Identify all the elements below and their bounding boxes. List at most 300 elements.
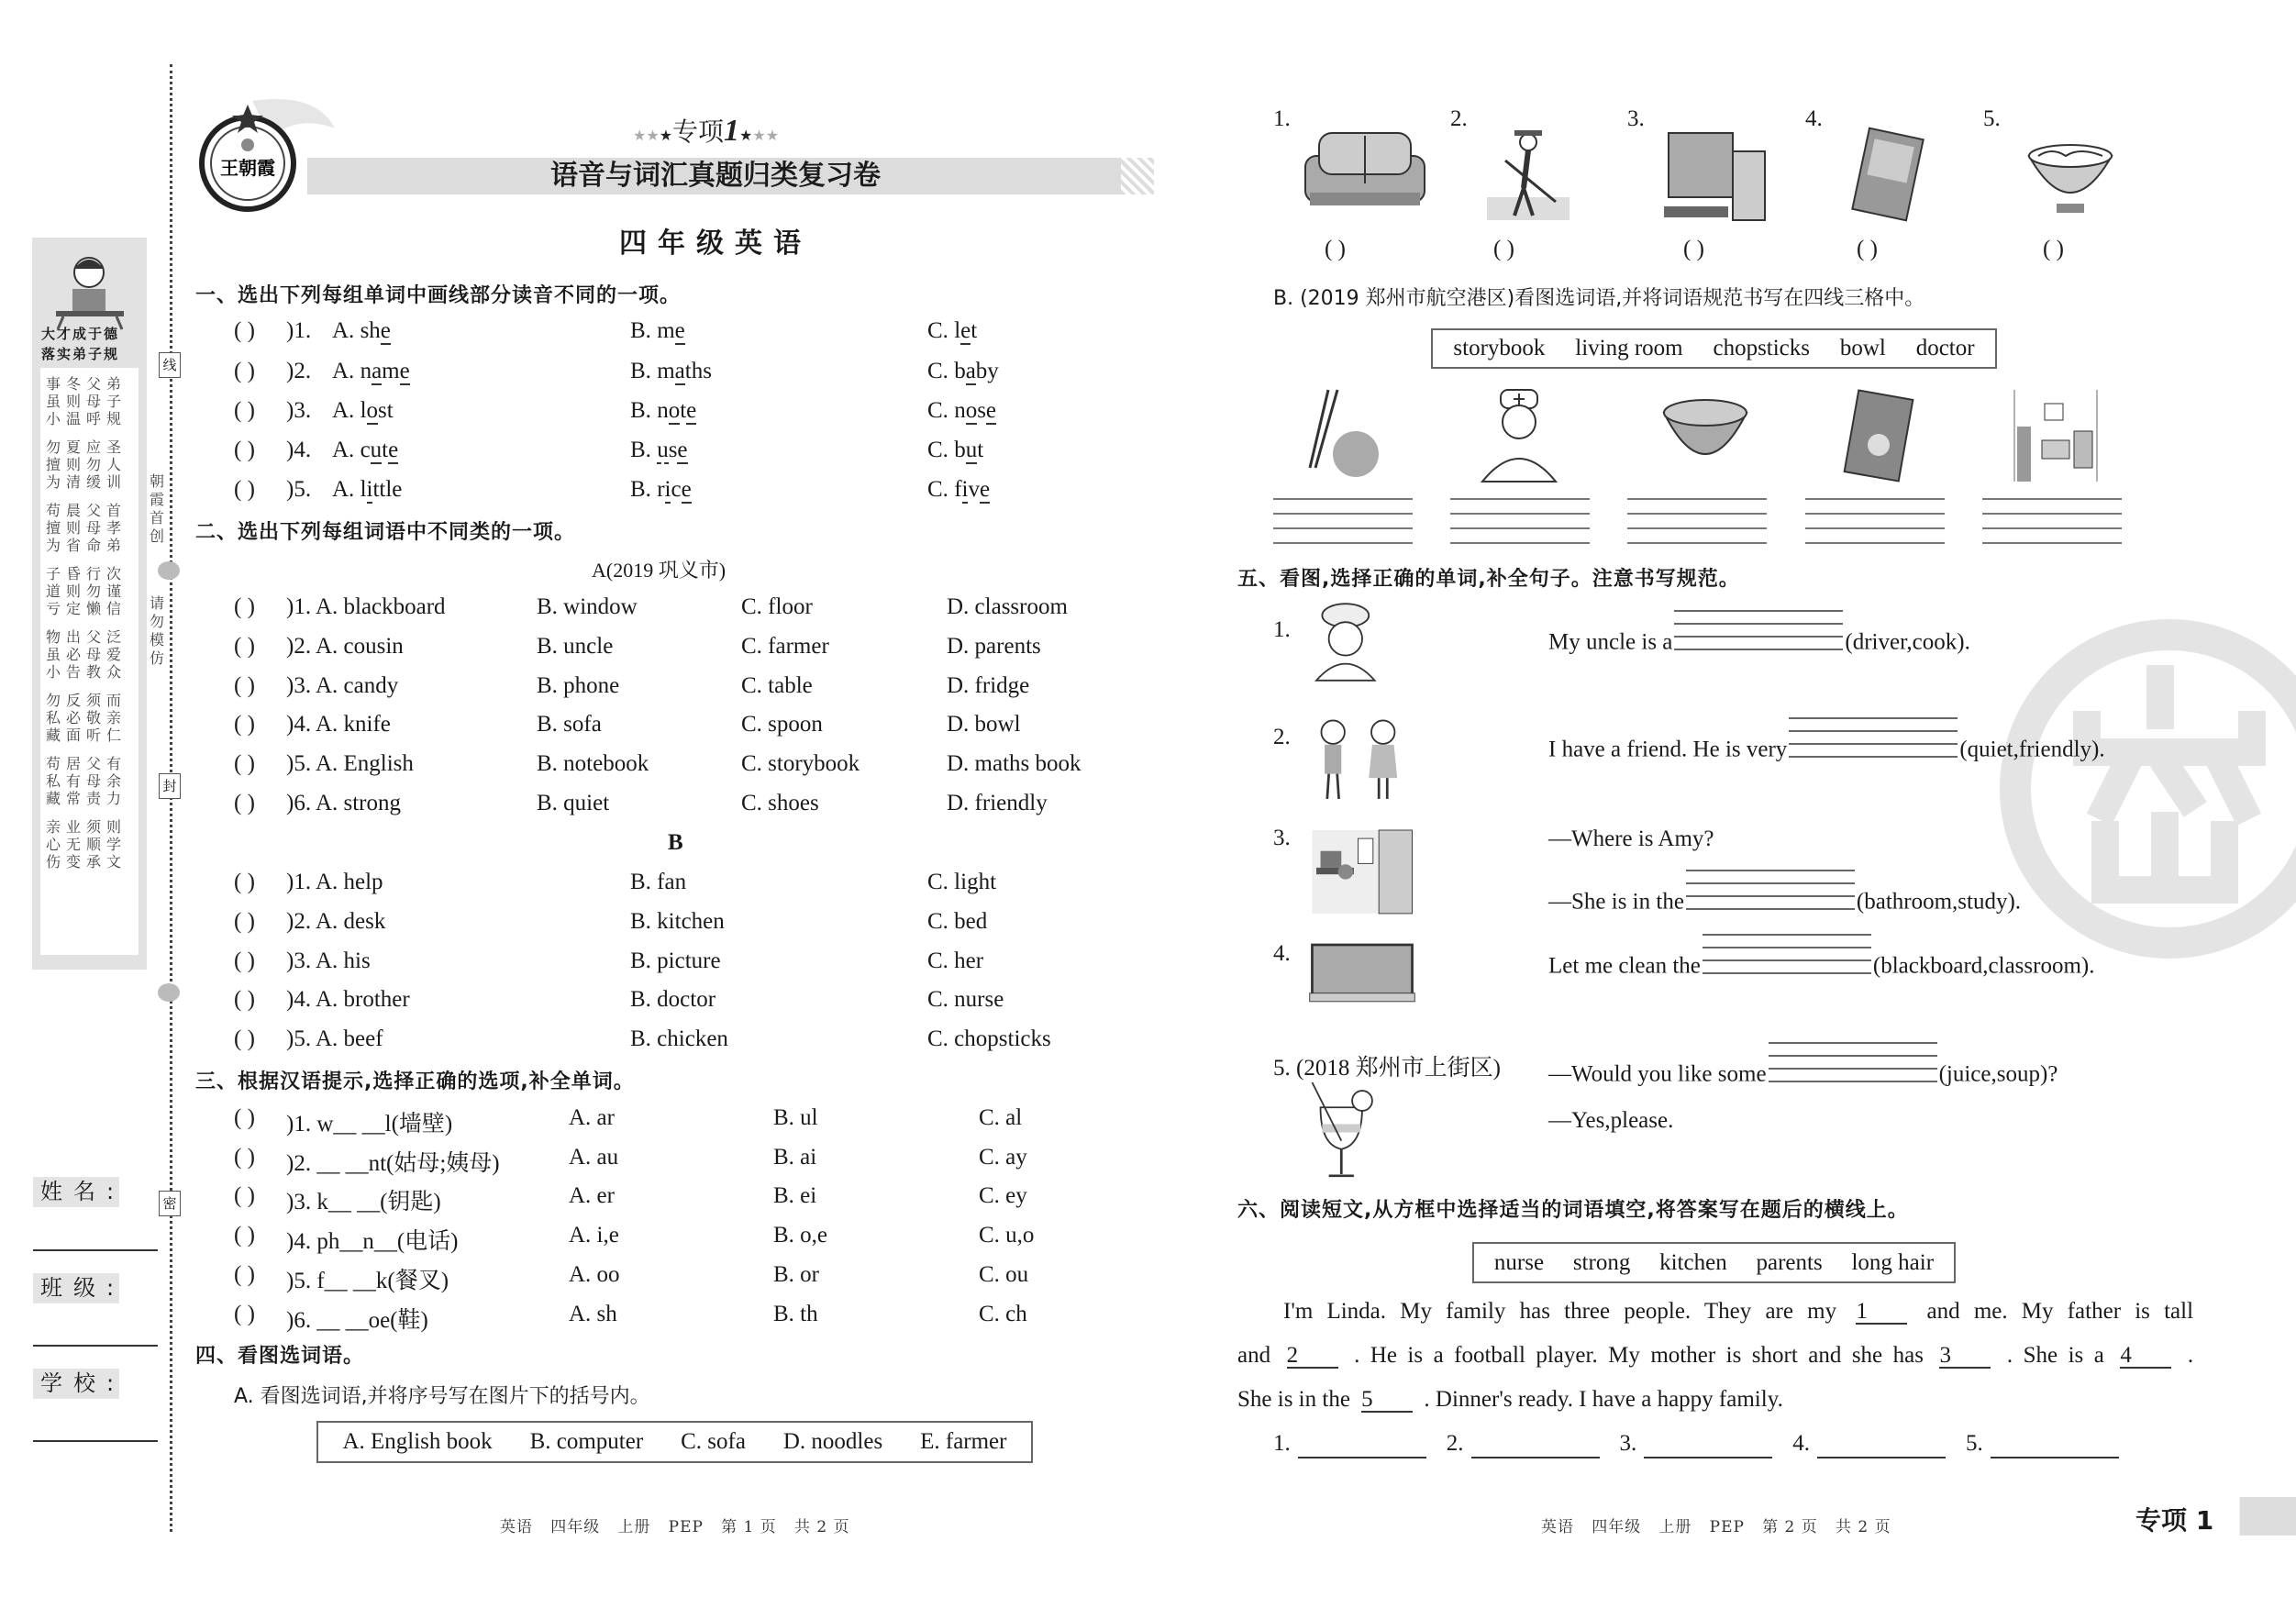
word-part: ttle — [372, 477, 403, 502]
answer-field[interactable] — [1471, 1431, 1600, 1458]
question-stem: )3. A. his — [286, 948, 371, 973]
poem-line: 擅则母孝 — [46, 519, 128, 537]
section6-answer-row — [1273, 1431, 2139, 1458]
question-number: 4. — [1273, 941, 1291, 966]
poem-line: 勿反须而 — [46, 692, 128, 709]
answer-paren[interactable]: ( ) — [234, 909, 255, 934]
star-icon: ★★ — [633, 127, 660, 144]
underlined-letters: e — [674, 318, 685, 343]
word-part: by — [975, 359, 999, 383]
option: B. th — [773, 1302, 818, 1326]
underlined-letters: a — [674, 359, 685, 383]
question-stem: )5. A. English — [286, 751, 414, 776]
sidebar-panel — [32, 238, 147, 970]
option-label: B. — [630, 359, 651, 383]
option: C. light — [927, 870, 997, 894]
option: B. or — [773, 1262, 819, 1287]
underlined-letters: e — [985, 398, 997, 423]
option — [630, 318, 685, 344]
picture-number: 4. — [1805, 106, 1823, 131]
underlined-letters: o — [668, 398, 681, 423]
option — [927, 438, 983, 463]
word-part: m — [657, 318, 675, 343]
poem-block — [46, 628, 139, 681]
juice-picture — [1307, 1082, 1417, 1174]
computer-picture — [1655, 128, 1783, 229]
word-part: n — [954, 398, 966, 423]
question-stem: )3. k__ __(钥匙) — [286, 1190, 441, 1214]
option-label: C. — [927, 438, 948, 462]
blank-number: 4 — [2120, 1345, 2171, 1369]
passage-text: . Dinner's ready. I have a happy family. — [1424, 1387, 1783, 1412]
word-part: l — [360, 398, 367, 423]
poem-line: 物出父泛 — [46, 628, 128, 646]
answer-field[interactable] — [1644, 1431, 1772, 1458]
poem-line: 为清缓训 — [46, 473, 128, 491]
option: B. phone — [537, 673, 620, 698]
answer-paren[interactable]: ( ) — [234, 477, 255, 502]
dizigui-poem — [40, 368, 139, 955]
section4-partB-instruction: B. (2019 郑州市航空港区)看图选词语,并将词语规范书写在四线三格中。 — [1273, 287, 1925, 310]
sentence-text: My uncle is a — [1548, 629, 1673, 655]
word-part: v — [968, 477, 980, 502]
series-text: 专项 — [672, 116, 725, 147]
passage-text: and me. My father is tall — [1926, 1299, 2194, 1324]
word-part: t — [680, 398, 687, 423]
poem-line: 亲业须则 — [46, 818, 128, 836]
poem-line: 藏面听仁 — [46, 726, 128, 744]
writing-lines-input[interactable] — [1789, 725, 1958, 778]
poem-line: 小告教众 — [46, 663, 128, 681]
answer-paren[interactable]: ( ) — [234, 1223, 255, 1248]
passage-line — [1237, 1343, 2193, 1369]
word-part: n — [657, 398, 669, 423]
noodles-picture — [2011, 128, 2139, 229]
option: A. ar — [569, 1105, 615, 1130]
underlined-letters: u — [657, 438, 669, 462]
answer-paren[interactable]: ( ) — [234, 712, 255, 737]
option: C. farmer — [741, 634, 829, 659]
underlined-letters: e — [960, 318, 971, 343]
passage-line — [1237, 1387, 2193, 1413]
option: D. parents — [947, 634, 1041, 659]
poem-line: 道则勿谨 — [46, 582, 128, 600]
section4-title: 四、看图选词语。 — [195, 1345, 365, 1368]
blank-number: 5 — [1361, 1389, 1413, 1413]
option: B. notebook — [537, 751, 649, 776]
blank-number: 1 — [1856, 1301, 1907, 1325]
question-stem: )2. A. desk — [286, 909, 386, 934]
word-part: c — [671, 477, 682, 502]
motto-line-2: 落实弟子规 — [41, 346, 120, 362]
option: B. doctor — [630, 987, 716, 1012]
answer-paren[interactable]: ( ) — [2043, 237, 2064, 261]
answer-paren[interactable]: ( ) — [234, 1262, 255, 1287]
word-option: chopsticks — [1713, 336, 1811, 360]
word-part: l — [360, 477, 367, 502]
four-line-writing-grid[interactable] — [1805, 498, 1945, 542]
poem-line: 私有母余 — [46, 772, 128, 790]
word-part: n — [360, 359, 372, 383]
section3-title: 三、根据汉语提示,选择正确的选项,补全单词。 — [195, 1070, 635, 1093]
passage-text: and — [1237, 1343, 1271, 1368]
picture-number: 5. — [1983, 106, 2001, 131]
watermark-seal-glyph — [2050, 670, 2289, 908]
option — [927, 398, 996, 424]
four-line-writing-grid[interactable] — [1450, 498, 1590, 542]
option: C. bed — [927, 909, 988, 934]
word-part: l — [954, 318, 961, 343]
answer-paren[interactable]: ( ) — [234, 398, 255, 423]
answer-paren[interactable]: ( ) — [234, 673, 255, 698]
sentence — [1548, 1107, 1673, 1135]
question-number: 1. — [1273, 617, 1291, 642]
farmer-picture — [1478, 128, 1606, 229]
blackboard-picture — [1307, 945, 1417, 1037]
poem-line: 虽必母爱 — [46, 646, 128, 663]
passage-line — [1283, 1299, 2193, 1325]
option: D. friendly — [947, 791, 1048, 815]
word-choices: (bathroom,study). — [1856, 889, 2022, 915]
answer-paren[interactable]: ( ) — [1325, 237, 1346, 261]
option — [927, 477, 990, 503]
option — [630, 438, 688, 463]
section6-title: 六、阅读短文,从方框中选择适当的词语填空,将答案写在题后的横线上。 — [1237, 1199, 1909, 1222]
doctor-picture — [1478, 390, 1588, 491]
writing-lines-input[interactable] — [1686, 877, 1855, 930]
answer-paren[interactable]: ( ) — [234, 359, 255, 383]
option: C. ey — [979, 1183, 1027, 1208]
question-stem: )4. A. brother — [286, 987, 410, 1012]
bowl-picture — [1655, 390, 1765, 491]
option: C. table — [741, 673, 813, 698]
answer-field[interactable] — [1817, 1431, 1946, 1458]
school-field[interactable] — [33, 1440, 158, 1442]
question-stem: )4. A. knife — [286, 712, 391, 737]
school-label: 学校: — [33, 1369, 119, 1399]
four-line-writing-grid[interactable] — [1273, 498, 1413, 542]
picture-number: 1. — [1273, 106, 1291, 131]
word-option: nurse — [1493, 1249, 1545, 1275]
storybook-picture — [1833, 390, 1943, 491]
four-line-writing-grid[interactable] — [1627, 498, 1767, 542]
answer-paren[interactable]: ( ) — [234, 1302, 255, 1326]
question-number: )1. — [286, 318, 312, 343]
answer-paren[interactable]: ( ) — [234, 1183, 255, 1208]
option — [630, 398, 696, 424]
option — [332, 318, 391, 344]
underlined-letters: a — [372, 359, 383, 383]
section6-word-box — [1472, 1242, 1956, 1283]
page2-footer: 英语 四年级 上册 PEP 第 2 页 共 2 页 — [1541, 1518, 1891, 1536]
poem-line: 子昏行次 — [46, 565, 128, 582]
binding-marker-mi: 密 — [159, 1191, 181, 1216]
picture-number: 3. — [1627, 106, 1645, 131]
poem-line: 私必敬亲 — [46, 709, 128, 726]
answer-paren[interactable]: ( ) — [234, 948, 255, 973]
option: C. chopsticks — [927, 1026, 1051, 1051]
english-book-picture — [1833, 128, 1961, 229]
answer-paren[interactable]: ( ) — [234, 318, 255, 343]
word-option: doctor — [1915, 336, 1975, 360]
word-option: D. noodles — [782, 1429, 883, 1454]
logo-text: 王朝霞 — [220, 157, 275, 179]
word-part: t — [382, 438, 389, 462]
sentence — [1548, 877, 2021, 930]
underlined-letters: e — [380, 318, 391, 343]
smiley-icon — [158, 983, 180, 1002]
answer-paren[interactable]: ( ) — [234, 1145, 255, 1170]
writing-lines-input[interactable] — [1674, 617, 1843, 671]
question-number: )5. — [286, 477, 312, 502]
underlined-letters: o — [965, 398, 978, 423]
option-label: A. — [332, 359, 355, 383]
underlined-letters: a — [965, 359, 976, 383]
section4-partB-word-box — [1431, 328, 1997, 369]
passage-text: . She is a — [2006, 1343, 2104, 1368]
option: B. kitchen — [630, 909, 725, 934]
word-choices: (juice,soup)? — [1938, 1061, 2058, 1087]
question-stem: )1. A. blackboard — [286, 594, 446, 619]
option — [927, 318, 977, 344]
underlined-letters: e — [681, 477, 692, 502]
sentence-text: —She is in the — [1548, 889, 1684, 915]
question-number: )3. — [286, 398, 312, 423]
sentence-text: —Would you like some — [1548, 1061, 1767, 1087]
poem-block — [46, 502, 139, 554]
passage-text: . He is a football player. My mother is short and she has — [1354, 1343, 1924, 1368]
option: B. picture — [630, 948, 721, 973]
page1-footer: 英语 四年级 上册 PEP 第 1 页 共 2 页 — [500, 1518, 850, 1536]
answer-paren[interactable]: ( ) — [234, 1105, 255, 1130]
option: B. chicken — [630, 1026, 728, 1051]
poem-block — [46, 692, 139, 744]
underlined-letters: i — [366, 477, 373, 502]
option: C. ou — [979, 1262, 1029, 1287]
poem-line: 勿夏应圣 — [46, 438, 128, 456]
question-number: )2. — [286, 359, 312, 383]
underlined-letters: e — [399, 359, 410, 383]
blank-number: 3 — [1939, 1345, 1991, 1369]
option — [630, 359, 712, 384]
underlined-letters: u — [965, 438, 978, 462]
sentence — [1548, 941, 2094, 994]
answer-paren[interactable]: ( ) — [234, 438, 255, 462]
sentence — [1548, 617, 1970, 671]
option-label: A. — [332, 318, 355, 343]
option: C. u,o — [979, 1223, 1035, 1248]
answer-paren[interactable]: ( ) — [234, 1026, 255, 1051]
question-stem: )3. A. candy — [286, 673, 399, 698]
poem-line: 苟晨父首 — [46, 502, 128, 519]
option: B. o,e — [773, 1223, 828, 1248]
poem-line: 心无顺学 — [46, 836, 128, 853]
answer-paren[interactable]: ( ) — [234, 791, 255, 815]
four-line-writing-grid[interactable] — [1982, 498, 2122, 542]
binding-side-text-1: 朝霞首创 — [150, 472, 165, 545]
passage-text: . — [2187, 1343, 2194, 1368]
word-option: kitchen — [1659, 1249, 1727, 1275]
word-choices: (driver,cook). — [1845, 629, 1970, 655]
question-number: 2. — [1273, 725, 1291, 749]
underlined-letters: e — [388, 438, 399, 462]
poem-line: 事冬父弟 — [46, 375, 128, 393]
sentence-text: —Where is Amy? — [1548, 826, 1714, 851]
word-option: strong — [1572, 1249, 1631, 1275]
question-stem: )1. w__ __l(墙壁) — [286, 1112, 453, 1137]
word-part: m — [382, 359, 400, 383]
sentence — [1548, 1049, 2058, 1103]
series-number: 1 — [724, 114, 740, 148]
underlined-letters: i — [961, 477, 969, 502]
word-part: st — [378, 398, 394, 423]
band-pattern — [1121, 158, 1154, 194]
option: C. ch — [979, 1302, 1027, 1326]
option: B. ai — [773, 1145, 817, 1170]
option: C. nurse — [927, 987, 1004, 1012]
question-stem: )6. A. strong — [286, 791, 401, 815]
writing-lines-input[interactable] — [1769, 1049, 1937, 1103]
answer-paren[interactable]: ( ) — [234, 987, 255, 1012]
poem-line: 小温呼规 — [46, 410, 128, 427]
section1-title: 一、选出下列每组单词中画线部分读音不同的一项。 — [195, 284, 682, 307]
poem-block — [46, 375, 139, 427]
option — [332, 359, 410, 384]
word-part: f — [954, 477, 962, 502]
poem-block — [46, 565, 139, 617]
option — [927, 359, 999, 384]
question-number: 5. (2018 郑州市上街区) — [1273, 1056, 1501, 1081]
option: B. quiet — [537, 791, 610, 815]
answer-paren[interactable]: ( ) — [234, 751, 255, 776]
star-icon: ★★ — [752, 127, 780, 144]
smiley-icon — [158, 561, 180, 580]
sentence-text: —Yes,please. — [1548, 1108, 1674, 1133]
answer-paren[interactable]: ( ) — [1493, 237, 1514, 261]
sentence — [1548, 725, 2105, 778]
option: B. sofa — [537, 712, 602, 737]
option-label: C. — [927, 359, 948, 383]
answer-number: 3. — [1619, 1431, 1637, 1456]
blank-number: 2 — [1287, 1345, 1338, 1369]
option-label: B. — [630, 398, 651, 423]
word-option: living room — [1575, 336, 1683, 360]
scholar-boy-icon — [32, 245, 147, 327]
star-icon: ★ — [739, 127, 753, 144]
word-part: c — [360, 438, 371, 462]
option-label: C. — [927, 477, 948, 502]
option: B. fan — [630, 870, 687, 894]
word-part: s — [668, 438, 678, 462]
passage-text: I'm Linda. My family has three people. They are my — [1283, 1299, 1837, 1324]
section4-partA-word-box — [316, 1421, 1033, 1463]
section2-partB-label: B — [668, 830, 683, 855]
option: C. her — [927, 948, 984, 973]
question-stem: )2. __ __nt(姑母;姨母) — [286, 1151, 500, 1176]
answer-field[interactable] — [1298, 1431, 1426, 1458]
word-part: s — [977, 398, 986, 423]
poem-block — [46, 438, 139, 491]
answer-paren[interactable]: ( ) — [234, 594, 255, 619]
question-number: 3. — [1273, 826, 1291, 850]
word-part: m — [657, 359, 675, 383]
section5-title: 五、看图,选择正确的单词,补全句子。注意书写规范。 — [1237, 568, 1740, 591]
section2-title: 二、选出下列每组词语中不同类的一项。 — [195, 521, 576, 544]
sentence — [1548, 826, 1714, 853]
picture-number: 2. — [1450, 106, 1468, 131]
name-label: 姓名: — [33, 1177, 119, 1207]
poem-line: 苟居父有 — [46, 755, 128, 772]
option-label: C. — [927, 318, 948, 343]
study-picture — [1307, 830, 1417, 922]
answer-number: 4. — [1792, 1431, 1810, 1456]
sofa-picture — [1301, 128, 1429, 229]
underlined-letters: e — [677, 438, 688, 462]
passage-text: She is in the — [1237, 1387, 1350, 1412]
living-room-picture — [2010, 390, 2120, 491]
word-option: long hair — [1851, 1249, 1935, 1275]
word-part: ths — [684, 359, 712, 383]
poem-line: 亏定懒信 — [46, 600, 128, 617]
word-option: storybook — [1453, 336, 1546, 360]
cook-picture — [1307, 605, 1417, 697]
name-field[interactable] — [33, 1249, 158, 1251]
binding-marker-feng: 封 — [159, 773, 181, 799]
option: C. storybook — [741, 751, 860, 776]
poem-line: 虽则母子 — [46, 393, 128, 410]
underlined-letters: u — [370, 438, 383, 462]
binding-side-text-2: 请勿模仿 — [150, 594, 165, 667]
answer-paren[interactable]: ( ) — [1857, 237, 1878, 261]
poem-line: 为省命弟 — [46, 537, 128, 554]
poem-line: 擅则勿人 — [46, 456, 128, 473]
word-option: parents — [1756, 1249, 1823, 1275]
option-label: B. — [630, 318, 651, 343]
option: A. au — [569, 1145, 619, 1170]
answer-paren[interactable]: ( ) — [234, 870, 255, 894]
poem-line: 伤变承文 — [46, 853, 128, 871]
chopsticks-picture — [1301, 390, 1411, 491]
class-label: 班级: — [33, 1273, 119, 1303]
option: C. ay — [979, 1145, 1027, 1170]
binding-marker-xian: 线 — [159, 352, 181, 378]
option-label: B. — [630, 438, 651, 462]
poem-block — [46, 755, 139, 807]
writing-lines-input[interactable] — [1703, 941, 1871, 994]
option: C. spoon — [741, 712, 823, 737]
option — [332, 438, 398, 463]
answer-paren[interactable]: ( ) — [1683, 237, 1704, 261]
answer-field[interactable] — [1991, 1431, 2119, 1458]
word-choices: (quiet,friendly). — [1959, 737, 2105, 762]
poem-block — [46, 818, 139, 871]
corner-tab — [2095, 1497, 2296, 1536]
word-option: B. computer — [529, 1429, 644, 1454]
option-label: B. — [630, 477, 651, 502]
option: C. al — [979, 1105, 1023, 1130]
underlined-letters: e — [686, 398, 697, 423]
word-part: sh — [360, 318, 381, 343]
word-option: A. English book — [342, 1429, 493, 1454]
underlined-letters: i — [664, 477, 671, 502]
section2-partA-label: A(2019 巩义市) — [592, 559, 727, 582]
answer-paren[interactable]: ( ) — [234, 634, 255, 659]
series-label — [633, 112, 779, 149]
question-stem: )5. A. beef — [286, 1026, 383, 1051]
option: A. i,e — [569, 1223, 619, 1248]
class-field[interactable] — [33, 1345, 158, 1347]
option: A. oo — [569, 1262, 620, 1287]
